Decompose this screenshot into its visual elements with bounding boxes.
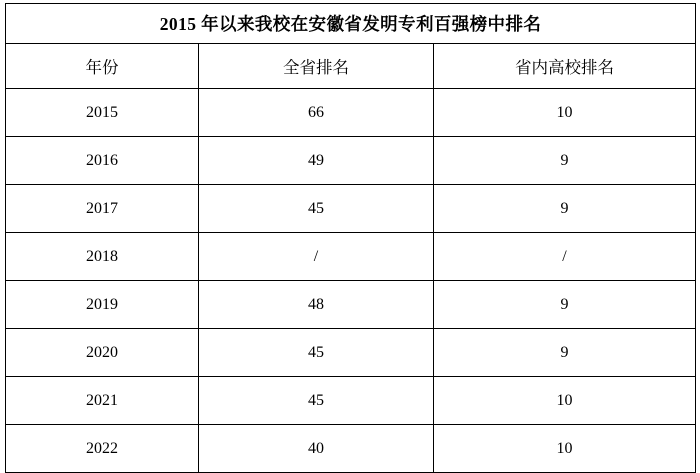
cell-year: 2017 [6, 185, 199, 233]
column-header-university-rank: 省内高校排名 [434, 44, 696, 89]
table-title-row [6, 4, 696, 44]
table-header-row [6, 44, 696, 89]
cell-university-rank: 10 [434, 425, 696, 473]
cell-year: 2020 [6, 329, 199, 377]
table-row [6, 329, 696, 377]
cell-university-rank: / [434, 233, 696, 281]
table-row [6, 89, 696, 137]
table-row [6, 137, 696, 185]
column-header-province-rank: 全省排名 [199, 44, 434, 89]
cell-province-rank: / [199, 233, 434, 281]
cell-university-rank: 10 [434, 377, 696, 425]
cell-year: 2021 [6, 377, 199, 425]
cell-province-rank: 48 [199, 281, 434, 329]
cell-province-rank: 49 [199, 137, 434, 185]
cell-year: 2015 [6, 89, 199, 137]
cell-year: 2022 [6, 425, 199, 473]
cell-province-rank: 40 [199, 425, 434, 473]
cell-university-rank: 9 [434, 281, 696, 329]
table-row [6, 233, 696, 281]
document-page [0, 3, 700, 470]
cell-university-rank: 9 [434, 185, 696, 233]
column-header-year: 年份 [6, 44, 199, 89]
patent-ranking-table [5, 3, 696, 473]
cell-province-rank: 45 [199, 329, 434, 377]
cell-university-rank: 9 [434, 137, 696, 185]
cell-year: 2016 [6, 137, 199, 185]
table-row [6, 185, 696, 233]
cell-province-rank: 45 [199, 377, 434, 425]
cell-university-rank: 9 [434, 329, 696, 377]
cell-province-rank: 66 [199, 89, 434, 137]
table-row [6, 281, 696, 329]
cell-province-rank: 45 [199, 185, 434, 233]
cell-year: 2018 [6, 233, 199, 281]
cell-university-rank: 10 [434, 89, 696, 137]
table-row [6, 377, 696, 425]
cell-year: 2019 [6, 281, 199, 329]
table-title: 2015 年以来我校在安徽省发明专利百强榜中排名 [6, 4, 696, 44]
table-row [6, 425, 696, 473]
